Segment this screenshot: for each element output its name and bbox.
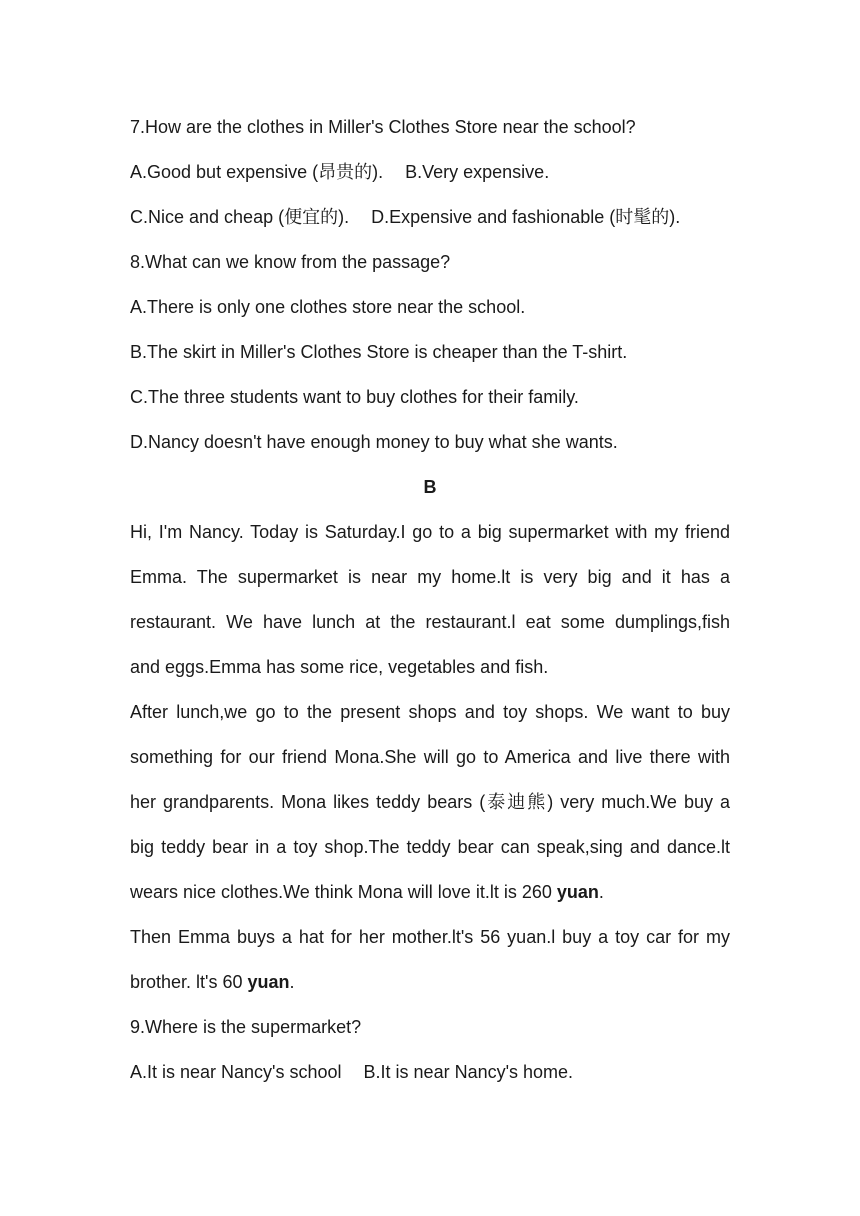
passage-line: Emma. The supermarket is near my home.lt is very big and it has a bbox=[130, 567, 730, 587]
passage-line: restaurant. We have lunch at the restaurant.l eat some dumplings,fish bbox=[130, 612, 730, 632]
passage-line: her grandparents. Mona likes teddy bears (泰迪熊) very much.We buy a bbox=[130, 792, 730, 812]
question-7-option-a: A.Good but expensive (昂贵的). bbox=[130, 162, 384, 182]
question-8: 8.What can we know from the passage? bbox=[130, 252, 451, 272]
passage-line: and eggs.Emma has some rice, vegetables and fish. bbox=[130, 657, 549, 677]
question-9-option-b: B.It is near Nancy's home. bbox=[363, 1062, 574, 1082]
passage-text: brother. lt's 60 bbox=[130, 972, 248, 992]
question-9: 9.Where is the supermarket? bbox=[130, 1017, 362, 1037]
question-7-options-cd bbox=[130, 195, 730, 240]
passage-line: Then Emma buys a hat for her mother.lt's 56 yuan.l buy a toy car for my bbox=[130, 927, 730, 947]
passage-text: . bbox=[289, 972, 295, 992]
passage-line: After lunch,we go to the present shops and toy shops. We want to buy bbox=[130, 702, 730, 722]
question-7-option-b: B.Very expensive. bbox=[405, 162, 550, 182]
question-8-option-d: D.Nancy doesn't have enough money to buy what she wants. bbox=[130, 432, 618, 452]
question-7-option-d: D.Expensive and fashionable (时髦的). bbox=[371, 207, 681, 227]
document-page bbox=[130, 105, 730, 1095]
bold-word: yuan bbox=[556, 882, 599, 902]
passage-line: Hi, I'm Nancy. Today is Saturday.I go to a big supermarket with my friend bbox=[130, 522, 730, 542]
question-7-options-ab bbox=[130, 150, 730, 195]
question-9-options-ab bbox=[130, 1050, 730, 1095]
question-7: 7.How are the clothes in Miller's Clothes Store near the school? bbox=[130, 117, 636, 137]
question-8-option-b: B.The skirt in Miller's Clothes Store is cheaper than the T-shirt. bbox=[130, 342, 628, 362]
passage-line: something for our friend Mona.She will go to America and live there with bbox=[130, 747, 730, 767]
question-9-option-a: A.It is near Nancy's school bbox=[130, 1062, 342, 1082]
question-7-option-c: C.Nice and cheap (便宜的). bbox=[130, 207, 350, 227]
question-8-option-c: C.The three students want to buy clothes for their family. bbox=[130, 387, 579, 407]
bold-word: yuan bbox=[247, 972, 290, 992]
passage-line: big teddy bear in a toy shop.The teddy bear can speak,sing and dance.lt bbox=[130, 837, 730, 857]
passage-text: wears nice clothes.We think Mona will love it.lt is 260 bbox=[130, 882, 557, 902]
passage-line bbox=[130, 960, 730, 1005]
question-8-option-a: A.There is only one clothes store near the school. bbox=[130, 297, 526, 317]
passage-line bbox=[130, 870, 730, 915]
passage-text: . bbox=[598, 882, 604, 902]
section-title: B bbox=[423, 477, 437, 497]
